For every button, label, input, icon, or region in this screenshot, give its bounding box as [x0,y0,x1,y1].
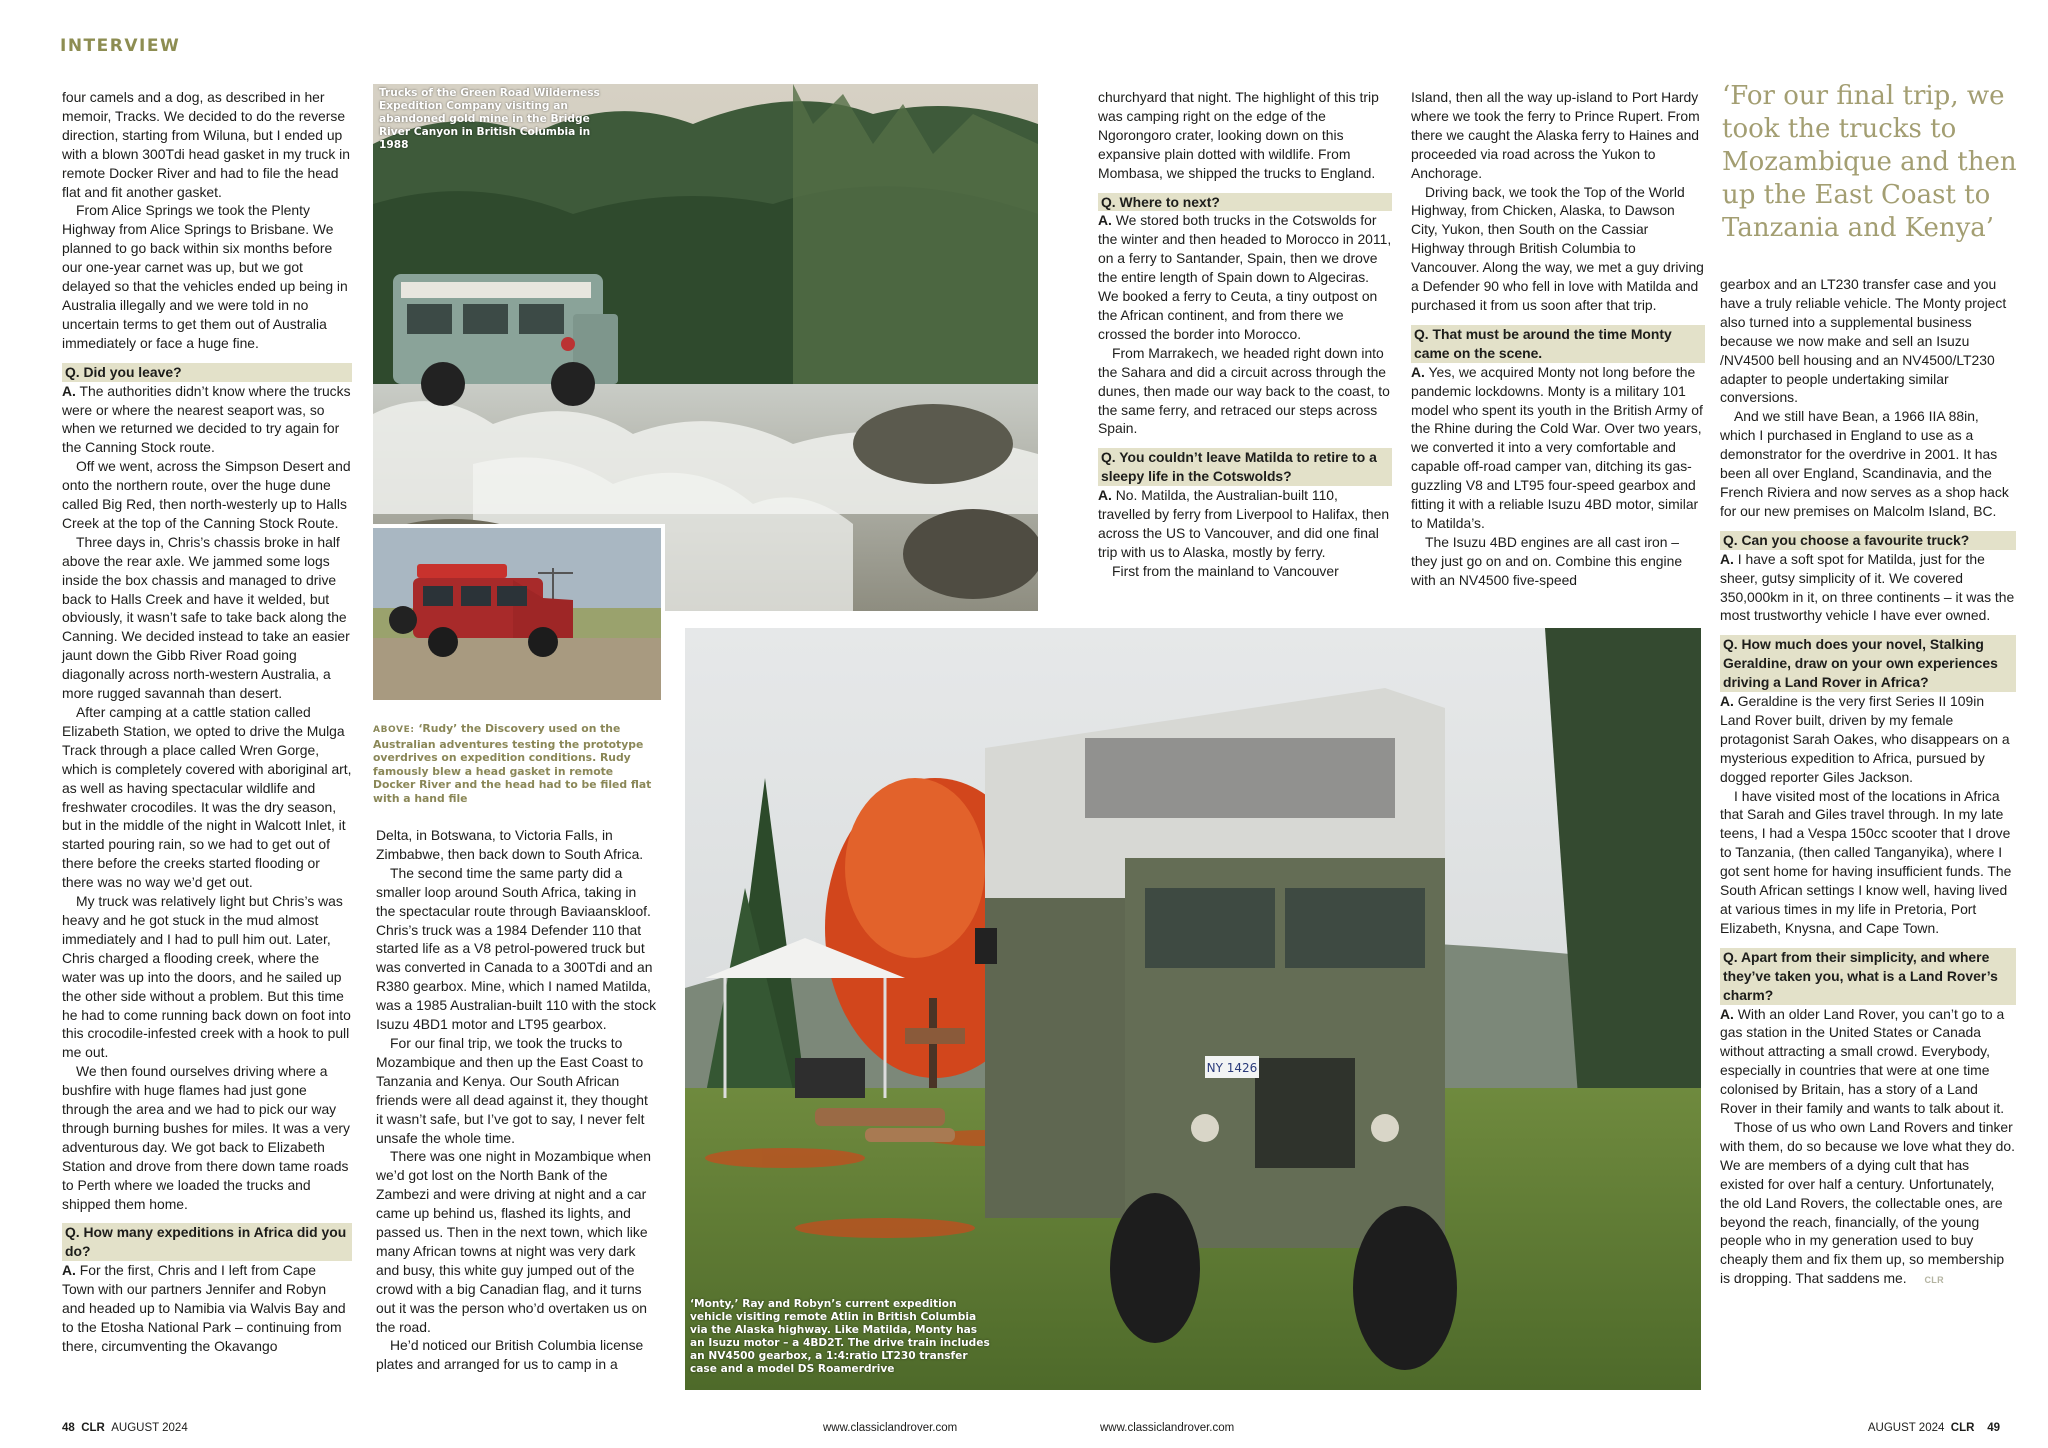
paragraph-text: four camels and a dog, as described in her memoir, Tracks. We decided to do the reverse direction, starting from Wiluna, but I ended up with a blown 300Tdi head gasket in my truck in remote Docker River and had to file the head flat and fit another gasket. [62,89,350,200]
website-url-right: www.classiclandrover.com [1100,1422,1235,1434]
paragraph-text: Driving back, we took the Top of the World Highway, from Chicken, Alaska, to Dawson City, Yukon, then South on the Cassiar Highway through British Columbia to Vancouver. Along the way, we met a guy driving a Defender 90 who fell in love with Matilda and purchased it from us soon after that trip. [1411,183,1704,313]
photo-discovery-caption [373,722,659,806]
interview-answer [1720,1005,2016,1118]
issue-date-left: AUGUST 2024 [111,1422,188,1434]
answer-marker: A. [1720,693,1734,710]
paragraph-text: The second time the same party did a smaller loop around South Africa, taking in the spectacular route through Baviaanskloof. Chris’s truck was a 1984 Defender 110 that started life as a V8 petrol-powered truck but was converted in Canada to a 300Tdi and an R380 gearbox. Mine, which I named Matilda, was a 1985 Australian-built 110 with the stock Isuzu 4BD1 motor and LT95 gearbox. [376,864,657,1033]
answer-text: We stored both trucks in the Cotswolds for the winter and then headed to Morocco in 2011, on a ferry to Santander, Spain, then we drove the entire length of Spain down to Algeciras. We booked a ferry to Ceuta, a tiny outpost on the African continent, and from there we crossed the border into Morocco. [1098,212,1392,342]
answer-marker: A. [1720,1005,1734,1022]
answer-text: For the first, Chris and I left from Cape Town with our partners Jennifer and Robyn and headed up to Namibia via Walvis Bay and to the Etosha National Park – continuing from there, circumventing the Okavango [62,1262,346,1354]
paragraph-text: Delta, in Botswana, to Victoria Falls, in Zimbabwe, then back down to South Africa. [376,827,644,862]
page-number-right: 49 [1987,1422,2000,1434]
interview-question: Q. How many expeditions in Africa did you do? [62,1223,352,1261]
folio-left [62,1422,188,1434]
interview-answer [1720,550,2016,626]
paragraph-text: Three days in, Chris’s chassis broke in half above the rear axle. We jammed some logs inside the box chassis and managed to drive back to Halls Creek and have it welded, but obviously, it wasn’t safe to take back along the Canning. We decided instead to take an easier jaunt down the Gibb River Road going diagonally across north-western Australia, a more rugged savannah than desert. [62,533,350,702]
answer-marker: A. [1411,363,1425,380]
body-paragraph [62,1062,352,1213]
paragraph-text: For our final trip, we took the trucks to Mozambique and then up the East Coast to Tanzania and Kenya. Our South African friends were all dead against it, they thought it wasn’t safe, but I’ve got to say, I never felt unsafe the whole time. [376,1034,648,1146]
body-paragraph [62,892,352,1062]
answer-marker: A. [62,1262,76,1279]
body-paragraph [1720,275,2016,407]
answer-marker: A. [1098,487,1112,504]
paragraph-text: He’d noticed our British Columbia license plates and arranged for us to camp in a [376,1337,644,1373]
text-column-3 [376,826,658,1374]
answer-text: With an older Land Rover, you can’t go to a gas station in the United States or Canada without attracting a small crowd. Everybody, especially in countries that were at one time colonised by Britain, has a story of a Land Rover in their family and wants to talk about it. [1720,1005,2005,1117]
body-paragraph [376,826,658,864]
body-paragraph [1720,407,2016,520]
section-label: INTERVIEW [60,36,181,56]
paragraph-text: gearbox and an LT230 transfer case and you have a truly reliable vehicle. The Monty project also turned into a supplemental business because we now make and sell an Isuzu /NV4500 bell housing and an NV4500/LT230 adapter to people undertaking similar conversions. [1720,276,2007,406]
interview-answer [1098,211,1392,343]
interview-question: Q. Can you choose a favourite truck? [1720,531,2016,550]
text-column-5 [1411,88,1705,590]
body-paragraph [1720,787,2016,938]
interview-question: Q. Did you leave? [62,363,352,382]
interview-answer [62,382,352,458]
photo-river-caption: Trucks of the Green Road Wilderness Expedition Company visiting an abandoned gold mine in the Bridge River Canyon in British Columbia in 1988 [379,87,600,151]
paragraph-text: churchyard that night. The highlight of this trip was camping right on the edge of the Ngorongoro crater, looking down on this expansive plain dotted with wildlife. From Mombasa, we shipped the trucks to England. [1098,89,1379,181]
interview-answer [1098,486,1392,562]
body-paragraph [1098,344,1392,439]
body-paragraph [1411,88,1705,183]
body-paragraph [376,1336,658,1374]
paragraph-text: From Marrakech, we headed right down into the Sahara and did a circuit across through the dunes, then made our way back to the coast, to the same ferry, and retraced our steps across Spain. [1098,344,1390,437]
paragraph-text: The Isuzu 4BD engines are all cast iron – they just go on and on. Combine this engine with an NV4500 five-speed [1411,533,1683,588]
brand-left: CLR [81,1422,105,1434]
photo-red-discovery [373,524,665,704]
paragraph-text: There was one night in Mozambique when we’d got lost on the North Bank of the Zambezi and were driving at night and a car came up behind us, flashed its lights, and passed us. Then in the next town, which like many African towns at night was very dark and busy, this white guy jumped out of the crowd with a big Canadian flag, and it turns out it was the person who’d overtaken us on the road. [376,1148,651,1335]
interview-question: Q. You couldn’t leave Matilda to retire to a sleepy life in the Cotswolds? [1098,448,1392,486]
caption-text: ‘Rudy’ the Discovery used on the Australian adventures testing the prototype overdrives on expedition conditions. Rudy famously blew a head gasket in remote Docker River and the head had to be filed flat with a hand file [373,722,652,805]
answer-marker: A. [1720,550,1734,567]
answer-text: The authorities didn’t know where the trucks were or where the nearest seaport was, so when we returned we decided to try again for the Canning Stock route. [62,382,351,456]
body-paragraph [62,201,352,352]
answer-text: No. Matilda, the Australian-built 110, travelled by ferry from Liverpool to Halifax, then across the US to Vancouver, and did one final trip with us to Alaska, mostly by ferry. [1098,487,1390,560]
paragraph-text: Island, then all the way up-island to Port Hardy where we took the ferry to Prince Rupert. From there we caught the Alaska ferry to Haines and proceeded via road across the Yukon to Anchorage. [1411,89,1700,181]
issue-date-right: AUGUST 2024 [1867,1422,1945,1434]
paragraph-text: First from the mainland to Vancouver [1112,562,1339,579]
interview-answer [1411,363,1705,533]
pull-quote: ‘For our final trip, we took the trucks to Mozambique and then up the East Coast to Tanzania and Kenya’ [1722,81,2017,243]
body-paragraph [62,88,352,201]
body-paragraph [1720,1118,2016,1290]
paragraph-text: Off we went, across the Simpson Desert and onto the northern route, over the huge dune called Big Red, then north-westerly up to Halls Creek at the top of the Canning Stock Route. [62,458,351,531]
paragraph-text: I have visited most of the locations in Africa that Sarah and Giles travel through. In my late teens, I had a Vespa 150cc scooter that I drove to Tanzania, (then called Tanganyika), where I got sent home for having insufficient funds. The South African settings I know well, having lived at various times in my life in Pretoria, Port Elizabeth, Knysna, and Cape Town. [1720,787,2012,936]
interview-answer [62,1261,352,1356]
text-column-4 [1098,88,1392,581]
body-paragraph [62,457,352,533]
body-paragraph [1411,533,1705,590]
answer-text: Yes, we acquired Monty not long before the pandemic lockdowns. Monty is a military 101 model who spent its youth in the British Army of the Rhine during the Cold War. Over two years, we converted it into a very comfortable and capable off-road camper van, ditching its gas-guzzling V8 and LT95 four-speed gearbox and fitting it with a reliable Isuzu 4BD motor, similar to Matilda’s. [1411,363,1703,531]
paragraph-text: Those of us who own Land Rovers and tinker with them, do so because we love what they do. We are members of a dying cult that has existed for over half a century. Unfortunately, the old Land Rovers, the collectable ones, are beyond the reach, financially, of the young people who in my generation used to buy cheaply them and fix them up, so membership is dropping. That saddens me. [1720,1118,2015,1287]
brand-right: CLR [1950,1422,1975,1434]
interview-question: Q. Apart from their simplicity, and where they’ve taken you, what is a Land Rover’s charm? [1720,948,2016,1005]
paragraph-text: And we still have Bean, a 1966 IIA 88in, which I purchased in England to use as a demonstrator for the overdrive in 2001. It has been all over England, Scandinavia, and the French Riviera and now serves as a shop hack for our new premises on Malcolm Island, BC. [1720,408,2009,519]
page-number-left: 48 [62,1422,75,1434]
paragraph-text: After camping at a cattle station called Elizabeth Station, we opted to drive the Mulga Track through a place called Wren Gorge, which is completely covered with aboriginal art, as well as having spectacular wildlife and freshwater crocodiles. It was the dry season, but in the middle of the night in Walcott Inlet, it started pouring rain, so we had to get out of there before the creeks started flooding or there was no way we’d get out. [62,704,352,891]
interview-answer [1720,692,2016,787]
body-paragraph [376,1034,658,1147]
body-paragraph [62,703,352,892]
answer-marker: A. [62,382,76,399]
paragraph-text: From Alice Springs we took the Plenty Highway from Alice Springs to Brisbane. We planned to go back within six months before our one-year carnet was up, but we got delayed so that the vehicles ended up being in Australia illegally and we were told in no uncertain terms to get them out of Australia immediately or face a huge fine. [62,202,348,351]
paragraph-text: We then found ourselves driving where a bushfire with huge flames had just gone through the area and we had to pick our way through burning bushes for miles. It was a very adventurous day. We got back to Elizabeth Station and drove from there down tame roads to Perth where we loaded the trucks and shipped them home. [62,1063,350,1212]
photo-monty-caption: ‘Monty,’ Ray and Robyn’s current expedition vehicle visiting remote Atlin in British Columbia via the Alaska highway. Like Matilda, Monty has an Isuzu motor – a 4BD2T. The drive train includes an NV4500 gearbox, a 1:4:ratio LT230 transfer case and a model DS Roamerdrive [690,1298,990,1375]
text-column-1 [62,88,352,1356]
interview-question: Q. How much does your novel, Stalking Geraldine, draw on your own experiences driving a Land Rover in Africa? [1720,635,2016,692]
body-paragraph [1098,562,1392,581]
answer-text: Geraldine is the very first Series II 109in Land Rover built, driven by my female protagonist Sarah Oakes, who disappears on a mysterious expedition to Africa, pursued by dogged reporter Giles Jackson. [1720,693,2010,785]
body-paragraph [1098,88,1392,183]
body-paragraph [1411,183,1705,315]
end-mark: CLR [1924,1275,1944,1286]
photo-monty-camper [685,628,1701,1390]
website-url-left: www.classiclandrover.com [823,1422,958,1434]
folio-right [1868,1422,2000,1434]
body-paragraph [376,864,658,1034]
answer-text: I have a soft spot for Matilda, just for the sheer, gutsy simplicity of it. We covered 350,000km in it, on three continents – it was the most trustworthy vehicle I have ever owned. [1720,550,2015,624]
body-paragraph [62,533,352,703]
license-plate: NY 1426 [1206,1061,1258,1075]
interview-question: Q. That must be around the time Monty came on the scene. [1411,325,1705,363]
paragraph-text: My truck was relatively light but Chris’s was heavy and he got stuck in the mud almost immediately and I had to pull him out. Later, Chris charged a flooding creek, where the water was up into the doors, and he sailed up the other side without a problem. But this time he had to come running back down on foot into this crocodile-infested creek with a hook to pull me out. [62,893,351,1061]
interview-question: Q. Where to next? [1098,193,1392,212]
body-paragraph [376,1147,658,1336]
text-column-6 [1720,275,2016,1290]
answer-marker: A. [1098,212,1112,229]
caption-lead: ABOVE: [373,725,415,735]
